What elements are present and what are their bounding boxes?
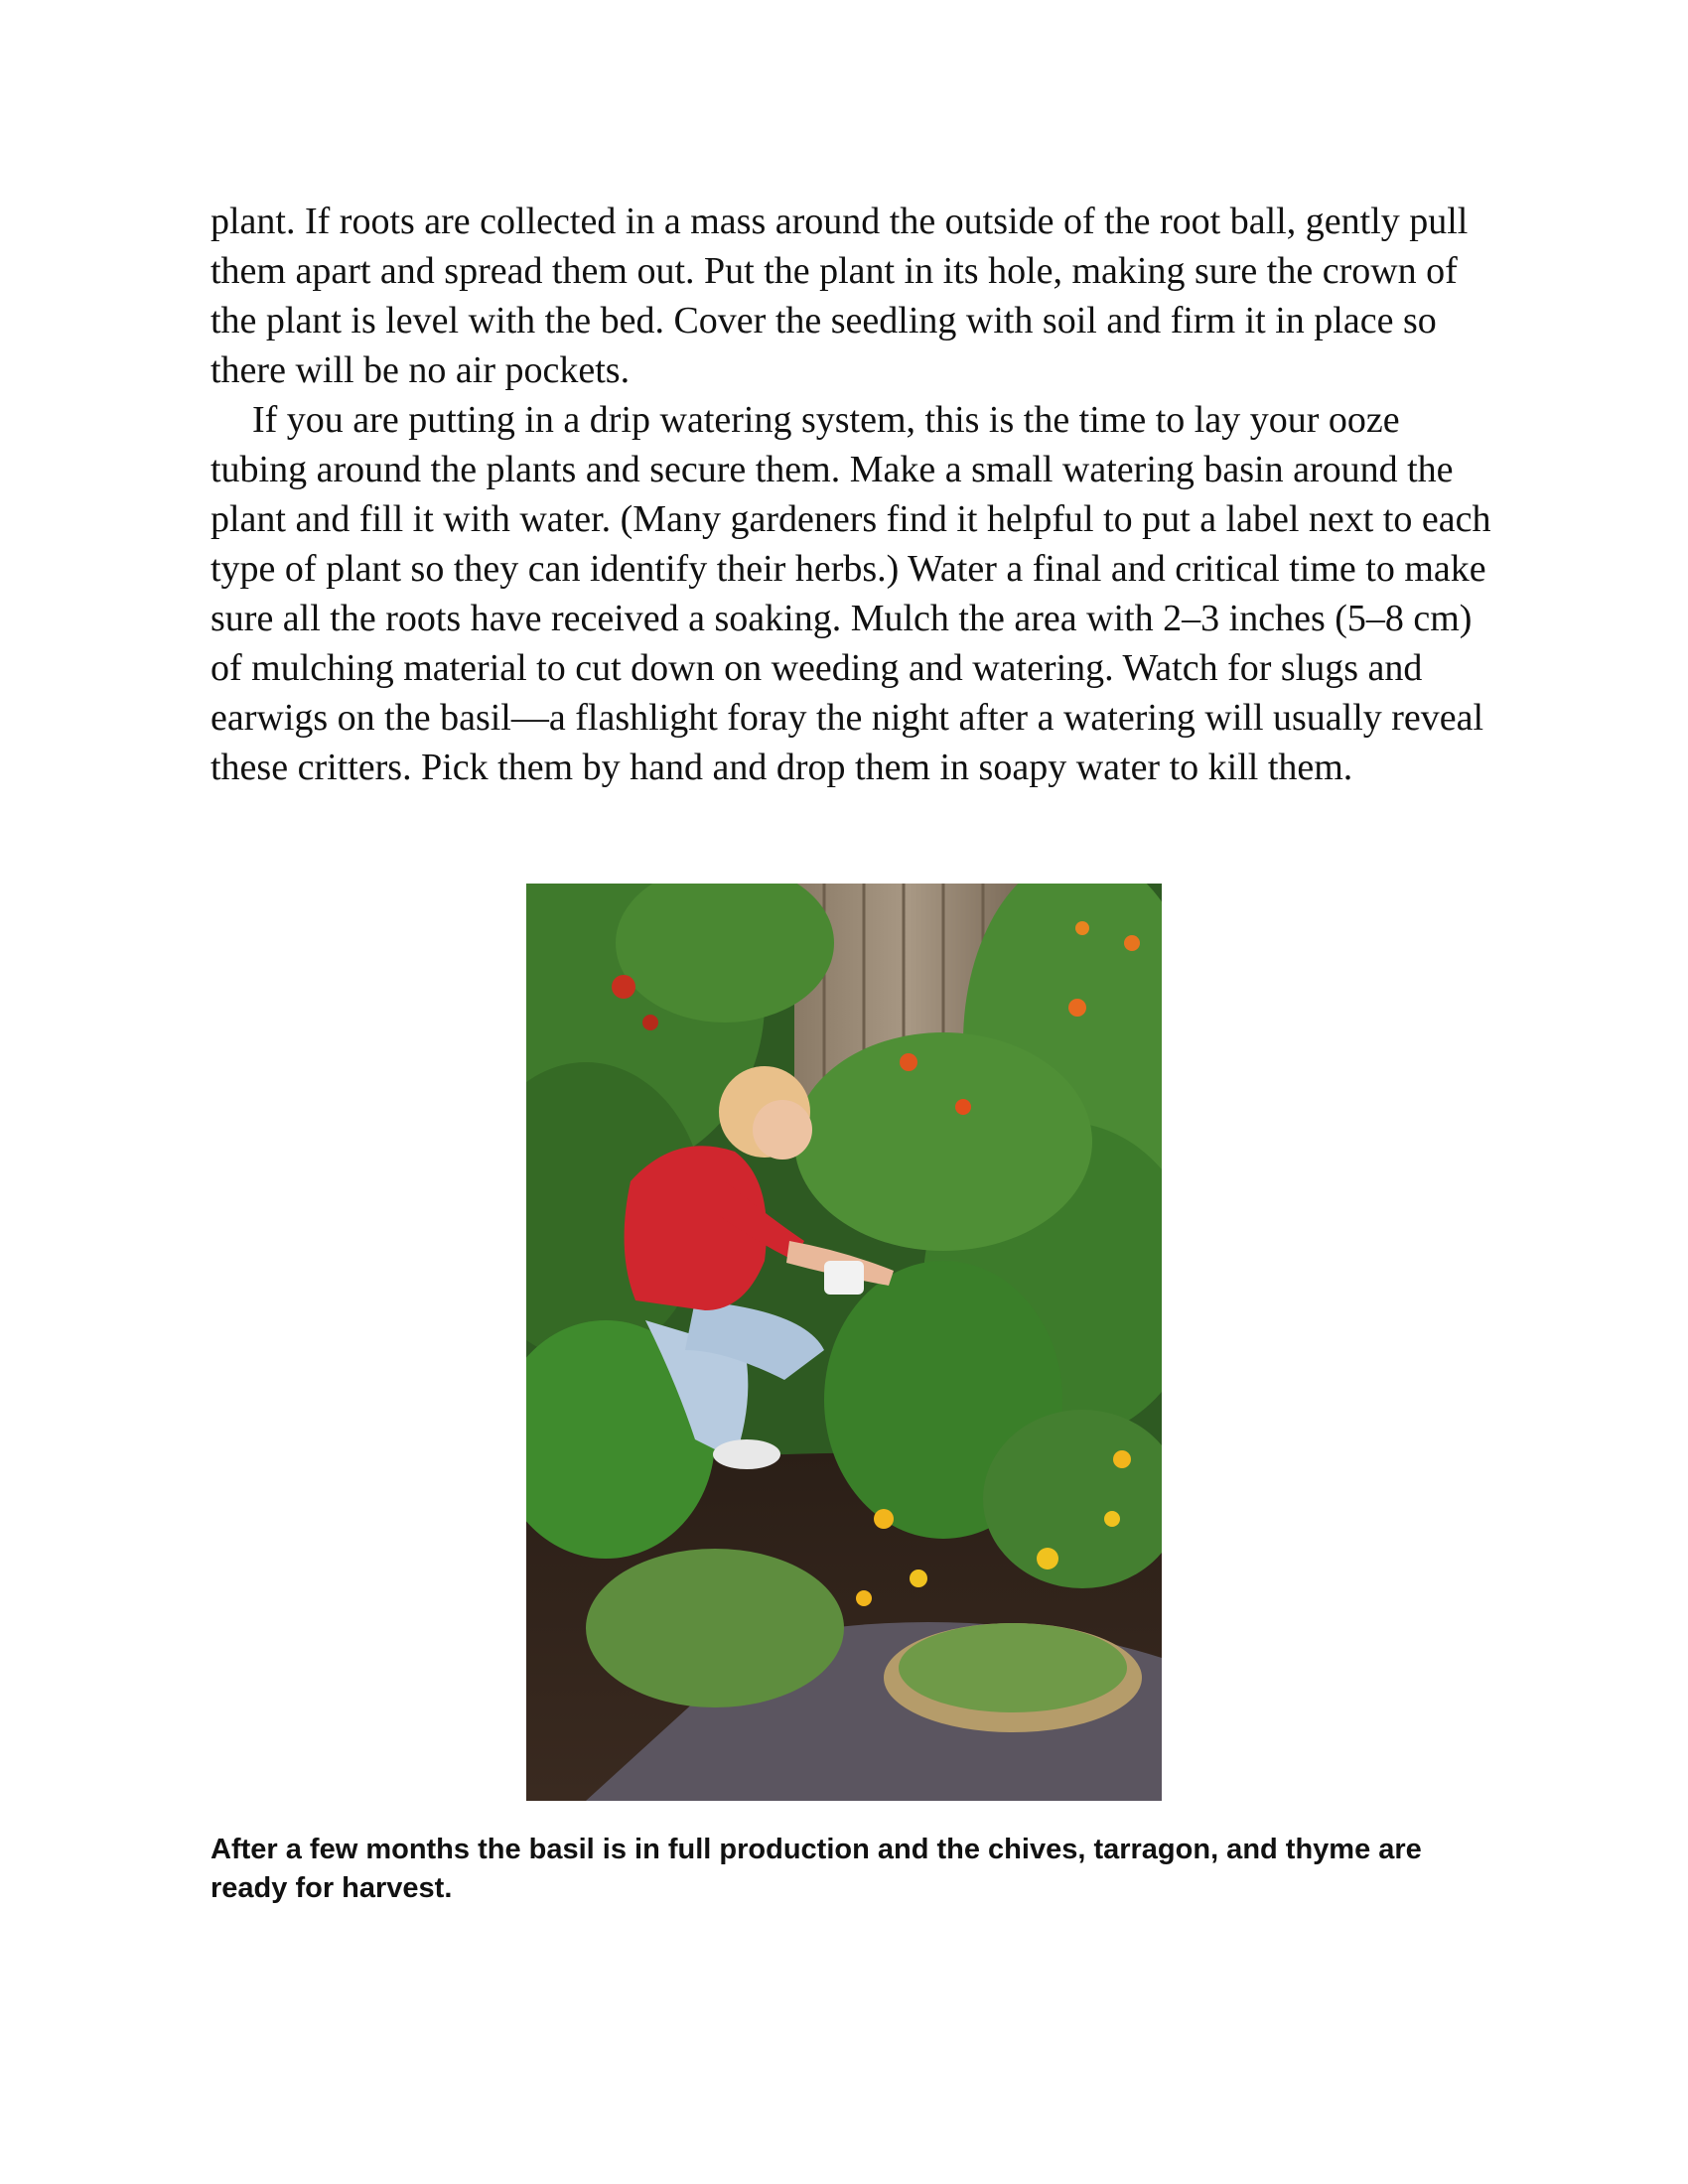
body-text [211, 197, 1491, 792]
paragraph-2: If you are putting in a drip watering system, this is the time to lay your ooze tubing around the plants and secure them. Make a small watering basin around the plant and fill it with water. (Many gardeners find it helpful to put a label next to each type of plant so they can identify their herbs.) Water a final and critical time to make sure all the roots have received a soaking. Mulch the area with 2–3 inches (5–8 cm) of mulching material to cut down on weeding and watering. Watch for slugs and earwigs on the basil—a flashlight foray the night after a watering will usually reveal these critters. Pick them by hand and drop them in soapy water to kill them. [211, 399, 1491, 788]
garden-photo [526, 884, 1162, 1801]
paragraph-1: plant. If roots are collected in a mass around the outside of the root ball, gently pull them apart and spread them out. Put the plant in its hole, making sure the crown of the plant is level with the bed. Cover the seedling with soil and firm it in place so there will be no air pockets. [211, 201, 1469, 391]
garden-photo-illustration [526, 884, 1162, 1801]
figure-caption: After a few months the basil is in full production and the chives, tarragon, and thyme are ready for harvest. [211, 1834, 1422, 1904]
